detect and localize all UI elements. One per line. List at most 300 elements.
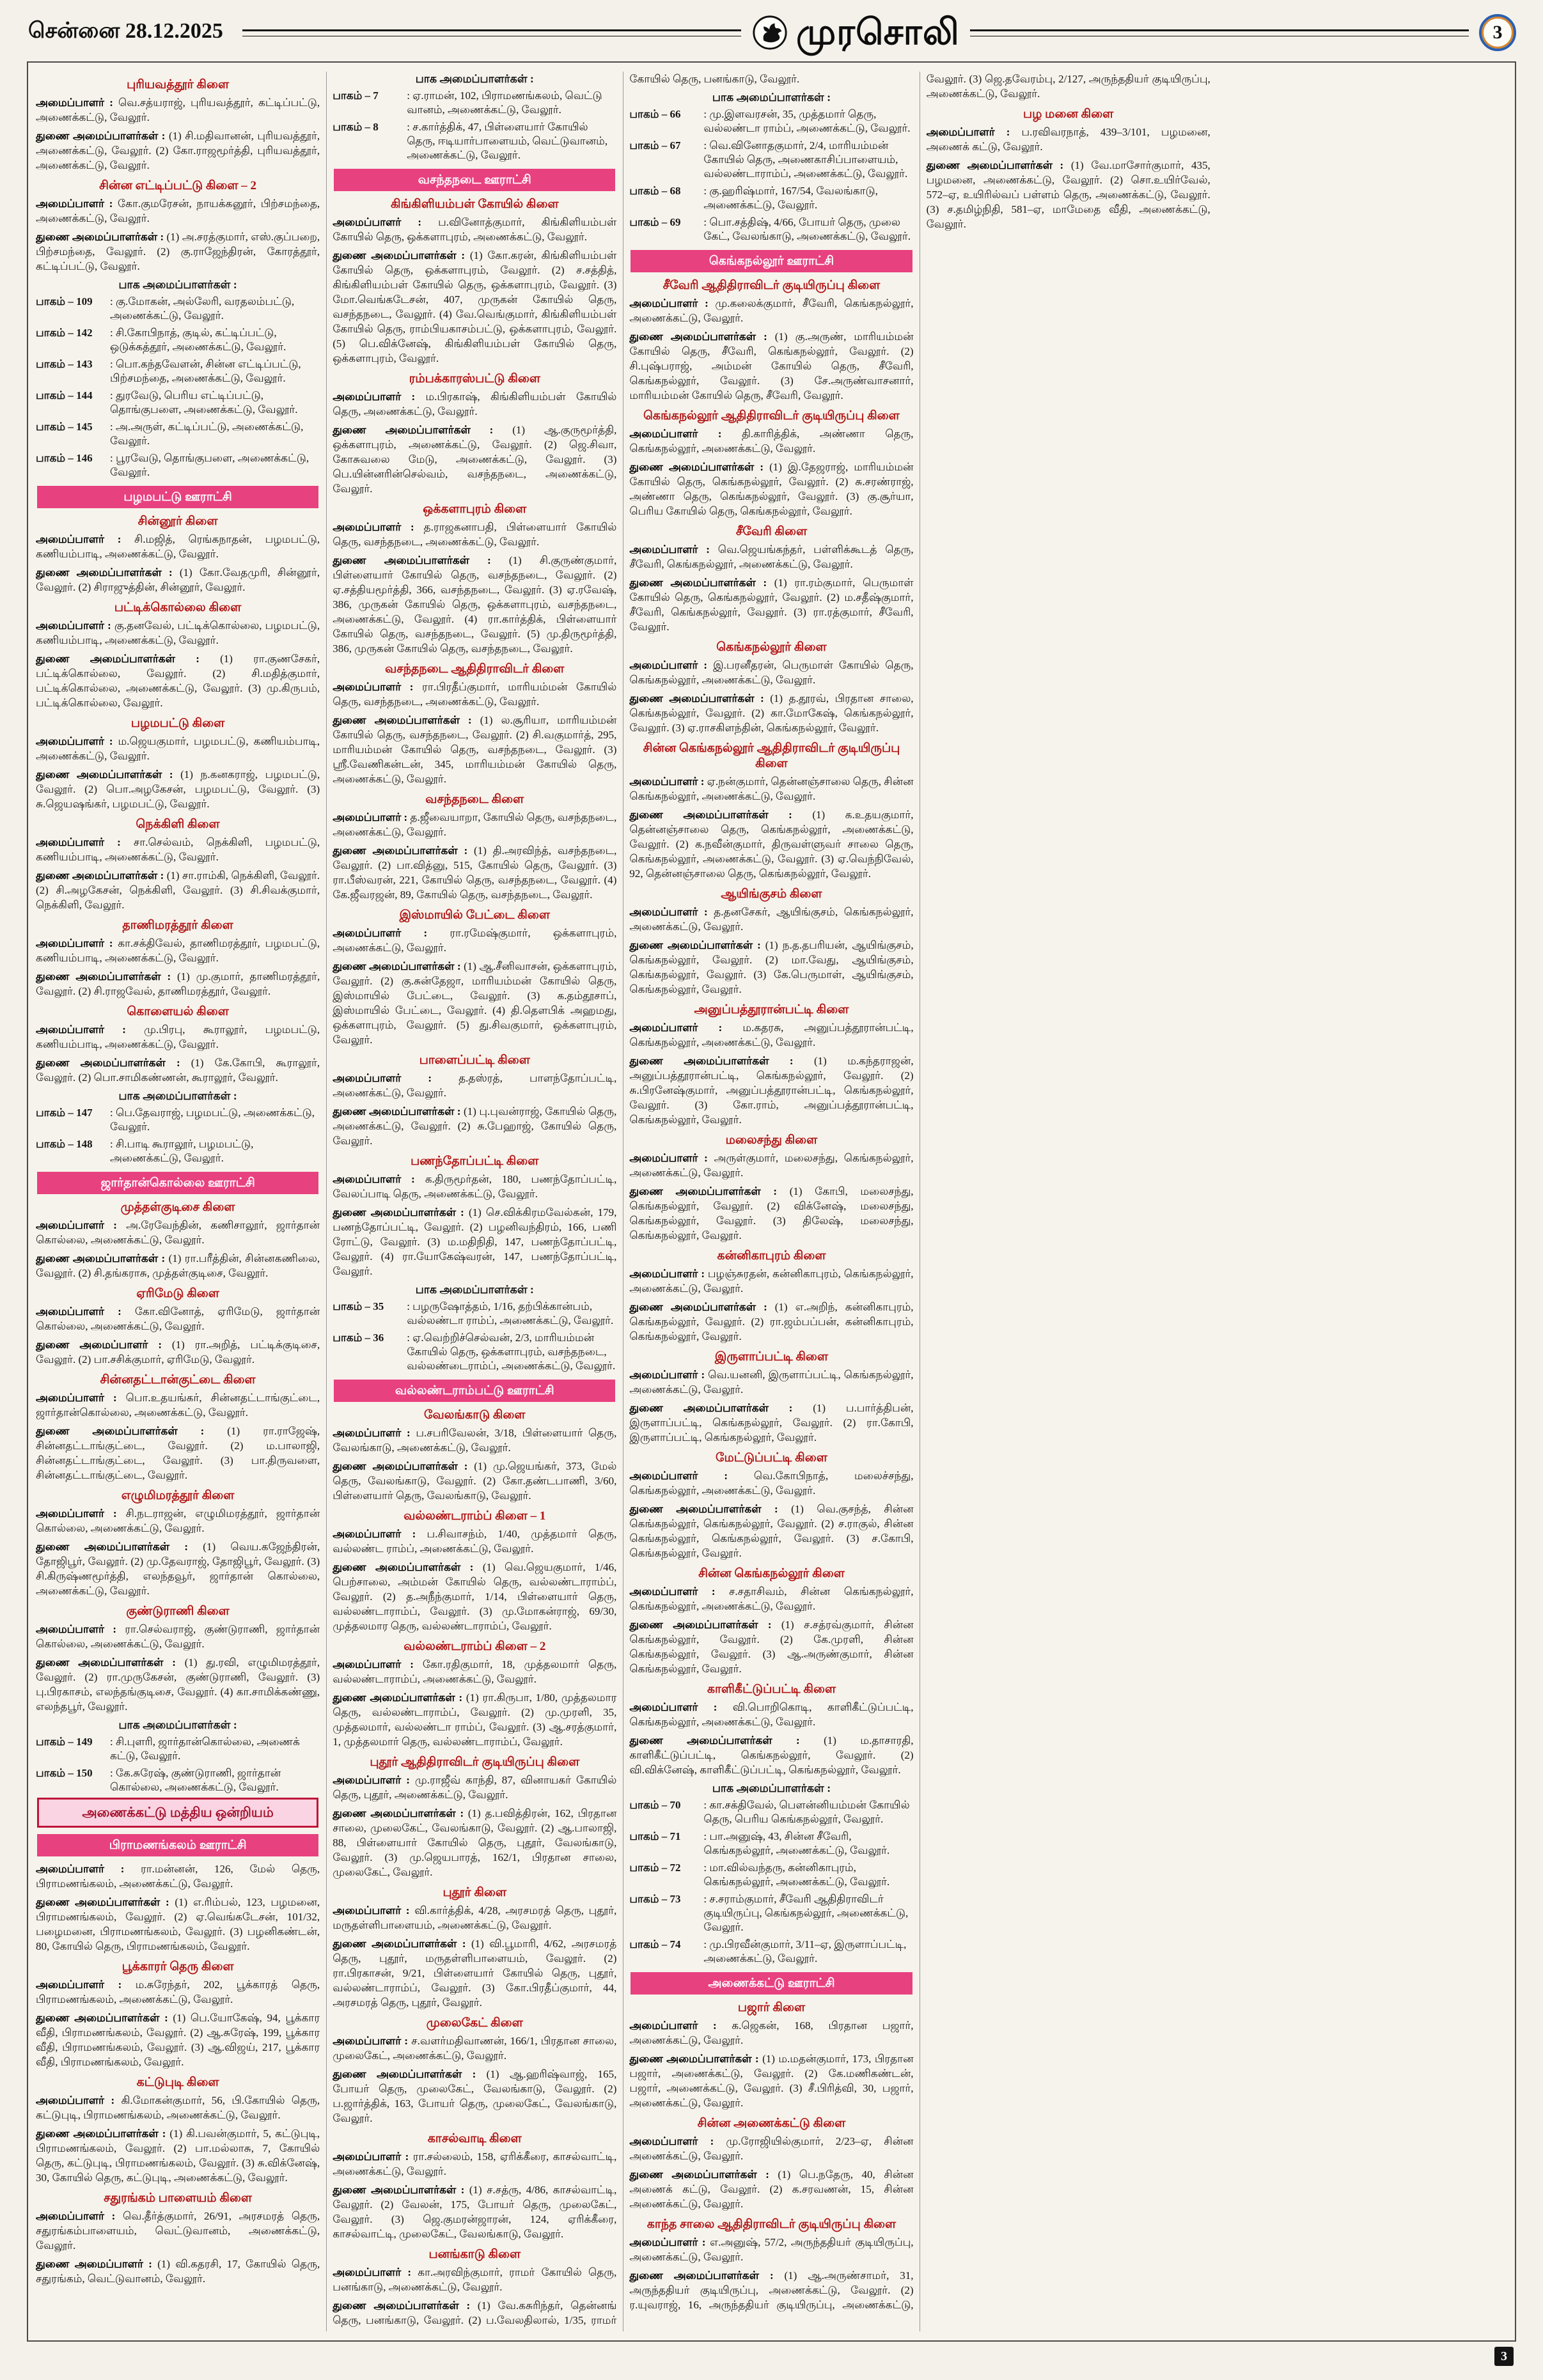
organizer-paragraph: அமைப்பாளர் : ம.சுரேந்தர், 202, பூக்காரத் தெரு, பிராமணங்கலம், அணைக்கட்டு, வேலூர். bbox=[36, 1979, 320, 2005]
field-label: அமைப்பாளர் : bbox=[333, 2266, 418, 2278]
organizer-paragraph: அமைப்பாளர் : இ.பரனீதரன், பெருமாள் கோயில் தெரு, கெங்கநல்லூர், அணைக்கட்டு, வேலூர். bbox=[629, 659, 914, 686]
field-label: துணை அமைப்பாளர்கள் : bbox=[629, 809, 813, 821]
organizer-paragraph: அமைப்பாளர் : ப.வினோத்குமார், கிங்கிளியம்பள் கோயில் தெரு, ஒக்களாபுரம், அணைக்கட்டு, வேலூர். bbox=[333, 216, 617, 243]
organizer-paragraph: துணை அமைப்பாளர்கள் : (1) வெய.கஜேந்திரன், தோஜிபூர், வேலூர். (2) மு.தேவராஜ், தோஜிபூர், வேலூர். (3) சி.கிருஷ்ணமூர்த்தி, எலந்தவூர், ஜார்தான் கொல்லை, அணைக்கட்டு, வேலூர். bbox=[36, 1541, 320, 1597]
field-label: அமைப்பாளர் : bbox=[36, 1507, 126, 1520]
panchayat-heading: பழமபட்டு ஊராட்சி bbox=[37, 486, 318, 508]
field-label: அமைப்பாளர் : bbox=[629, 1585, 729, 1598]
organizer-paragraph: அமைப்பாளர் : கி.மோகன்குமார், 56, பி.கோயில் தெரு, கட்டுபுடி, பிராமணங்கலம், அணைக்கட்டு, வேலூர். bbox=[36, 2094, 320, 2121]
field-label: அமைப்பாளர் : bbox=[926, 126, 1022, 138]
organizer-paragraph: அமைப்பாளர் : பழஞ்சுரதன், கன்னிகாபுரம், கெங்கநல்லூர், அணைக்கட்டு, வேலூர். bbox=[629, 1268, 914, 1295]
organizer-paragraph: அமைப்பாளர் : கு.தனவேல், பட்டிக்கொல்லை, பழமபட்டு, கணியம்பாடி, அணைக்கட்டு, வேலூர். bbox=[36, 619, 320, 646]
field-label: துணை அமைப்பாளர்கள் : bbox=[36, 566, 180, 579]
ward-text: : பொ.சத்திஷ், 4/66, போயர் தெரு, முலை கேட், வேலங்காடு, அணைக்கட்டு, வேலூர். bbox=[703, 216, 911, 242]
masthead-title: முரசொலி bbox=[795, 13, 960, 52]
organizer-paragraph: அமைப்பாளர் : கோ.ரதிகுமார், 18, முத்தலமார் தெரு, வல்லண்டாராம்ப், அணைக்கட்டு, வேலூர். bbox=[333, 1658, 617, 1685]
organizer-paragraph: அமைப்பாளர் : பொ.உதயங்கர், சின்னதட்டாங்குட்டை, ஜார்தான்கொல்லை, அணைக்கட்டு, வேலூர். bbox=[36, 1392, 320, 1419]
organizer-paragraph: துணை அமைப்பாளர்கள் : (1) ம.தாசாரதி, காளிகீட்டுப்பட்டி, கெங்கநல்லூர், வேலூர். (2) வி.விக்னேஷ், காளிகீட்டுப்பட்டி, கெங்கநல்லூர், வேலூர். bbox=[629, 1734, 914, 1776]
organizer-paragraph: துணை அமைப்பாளர்கள் : (1) சி.மதிவானன், புரியவத்தூர், அணைக்கட்டு, வேலூர். (2) கோ.ராஜமூர்த்தி, புரியவத்தூர், அணைக்கட்டு, வேலூர். bbox=[36, 130, 320, 171]
organizer-paragraph: அமைப்பாளர் : மு.பிரபு, கூராலூர், பழமபட்டு, கணியம்பாடி, அணைக்கட்டு, வேலூர். bbox=[36, 1023, 320, 1050]
branch-heading: புரியவத்தூர் கிளை bbox=[127, 78, 230, 91]
organizer-paragraph: அமைப்பாளர் : ம.ஜெயகுமார், பழமபட்டு, கணியம்பாடி, அணைக்கட்டு, வேலூர். bbox=[36, 735, 320, 762]
field-label: அமைப்பாளர் : bbox=[36, 97, 118, 109]
organizer-paragraph: துணை அமைப்பாளர்கள் : (1) த.தூரவ், பிரதான சாலை, கெங்கநல்லூர், வேலூர். (2) கா.மோகேஷ், கெங்கநல்லூர், வேலூர். (3) ஏ.ராசகிளந்தின், கெங்கநல்லூர், வேலூர். bbox=[629, 692, 914, 734]
ward-text: : ச.சராம்குமார், சீவேரி ஆதிதிராவிடர் குடியிருப்பு, கெங்கநல்லூர், அணைக்கட்டு, வேலூர். bbox=[703, 1893, 909, 1933]
masthead-brand bbox=[751, 14, 960, 51]
panchayat-heading: அணைக்கட்டு ஊராட்சி bbox=[631, 1972, 912, 1995]
city-date: சென்னை 28.12.2025 bbox=[28, 19, 223, 43]
organizer-paragraph: அமைப்பாளர் : த.தனசேகர், ஆயிங்குசம், கெங்கநல்லூர், அணைக்கட்டு, வேலூர். bbox=[629, 906, 914, 933]
field-label: துணை அமைப்பாளர்கள் : bbox=[333, 714, 480, 726]
branch-heading: இருளாப்பட்டி கிளை bbox=[714, 1350, 829, 1364]
ward-list-header: பாக அமைப்பாளர்கள் : bbox=[118, 1089, 237, 1102]
organizer-paragraph: அமைப்பாளர் : கா.அரவிந்குமார், ராமர் கோயில் தெரு, பனங்காடு, அணைக்கட்டு, வேலூர். bbox=[333, 2266, 617, 2293]
field-label: துணை அமைப்பாளர்கள் : bbox=[333, 1807, 468, 1819]
organizer-paragraph: துணை அமைப்பாளர்கள் : (1) எ.ரிம்பல், 123, பழமனை, பிராமணங்கலம், வேலூர். (2) ஏ.வெங்கடேசன், 101/32, பழைமனை, பிராமணங்கலம், வேலூர். (3) பழனிகண்டன், 80, கோயில் தெரு, பிராமணங்கலம், வேலூர். bbox=[36, 1896, 320, 1952]
field-label: துணை அமைப்பாளர்கள் : bbox=[629, 1301, 775, 1313]
field-label: துணை அமைப்பாளர்கள் : bbox=[629, 939, 765, 951]
ward-text: : ஏ.ராமன், 102, பிராமணங்கலம், வெட்டு வானம், அணைக்கட்டு, வேலூர். bbox=[407, 89, 602, 116]
organizer-paragraph: அமைப்பாளர் : தி.காரித்திக், அண்ணா தெரு, கெங்கநல்லூர், அணைக்கட்டு, வேலூர். bbox=[629, 428, 914, 455]
field-label: அமைப்பாளர் : bbox=[629, 2135, 726, 2147]
ward-number: பாகம் – 143 bbox=[36, 358, 93, 370]
column-flow bbox=[36, 72, 1507, 2331]
ward-text: : பொ.கந்தவேளன், சின்ன எட்டிப்பட்டு, பிற்சமந்தை, அணைக்கட்டு, வேலூர். bbox=[110, 358, 301, 384]
branch-heading: மலைசந்து கிளை bbox=[725, 1133, 818, 1147]
ward-text: : துரவேடு, பெரிய எட்டிப்பட்டு, தொங்குபளை, அணைக்கட்டு, வேலூர். bbox=[110, 389, 298, 416]
field-label: துணை அமைப்பாளர்கள் : bbox=[36, 1656, 185, 1668]
organizer-paragraph: அமைப்பாளர் : சி.மஜித், ரெங்கநாதன், பழமபட்டு, கணியம்பாடி, அணைக்கட்டு, வேலூர். bbox=[36, 533, 320, 560]
branch-heading: ஒக்களாபுரம் கிளை bbox=[423, 502, 527, 516]
branch-heading: பனங்காடு கிளை bbox=[428, 2248, 521, 2261]
branch-heading: பாளைப்பட்டி கிளை bbox=[419, 1054, 530, 1067]
ward-item bbox=[629, 215, 913, 244]
organizer-paragraph: அமைப்பாளர் : கோ.வினோத், ஏரிமேடு, ஜார்தான் கொல்லை, அணைக்கட்டு, வேலூர். bbox=[36, 1305, 320, 1332]
field-label: துணை அமைப்பாளர்கள் : bbox=[629, 2053, 763, 2065]
branch-heading: வல்லண்டராம்ப் கிளை – 1 bbox=[403, 1509, 546, 1523]
field-label: அமைப்பாளர் : bbox=[333, 1774, 415, 1786]
organizer-paragraph: துணை அமைப்பாளர்கள் : (1) கோபி, மலைசந்து, கெங்கநல்லூர், வேலூர். (2) விக்னேஷ், மலைசந்து, கெங்கநல்லூர், வேலூர். (3) திலேஷ், மலைசந்து, கெங்கநல்லூர், வேலூர். bbox=[629, 1185, 914, 1241]
ward-item bbox=[36, 389, 320, 417]
ward-number: பாகம் – 150 bbox=[36, 1767, 93, 1779]
field-label: அமைப்பாளர் : bbox=[333, 521, 424, 533]
organizer-paragraph: அமைப்பாளர் : சா.செல்வம், நெக்கிளி, பழமபட்டு, கணியம்பாடி, அணைக்கட்டு, வேலூர். bbox=[36, 836, 320, 863]
field-label: துணை அமைப்பாளர்கள் : bbox=[629, 577, 774, 589]
organizer-paragraph: துணை அமைப்பாளர்கள் : (1) ரா.குணசேகர், பட்டிக்கொல்லை, வேலூர். (2) சி.மதித்குமார், பட்டிக்கொல்லை, அணைக்கட்டு, வேலூர். (3) மு.கிருபம், பட்டிக்கொல்லை, வேலூர். bbox=[36, 653, 320, 709]
masthead-rule-left bbox=[242, 29, 741, 36]
branch-heading: குண்டுராணி கிளை bbox=[126, 1605, 230, 1618]
branch-heading: சின்ன கெங்கநல்லூர் கிளை bbox=[698, 1567, 845, 1580]
branch-heading: வசந்தநடை கிளை bbox=[425, 793, 524, 806]
organizer-paragraph: அமைப்பாளர் : அ.ரேவேந்தின், கணிசாலூர், ஜார்தான் கொல்லை, அணைக்கட்டு, வேலூர். bbox=[36, 1219, 320, 1246]
branch-heading: எழுமிமரத்தூர் கிளை bbox=[121, 1489, 235, 1502]
field-label: துணை அமைப்பாளர்கள் : bbox=[333, 1938, 472, 1950]
content-frame bbox=[27, 61, 1516, 2342]
organizer-paragraph: துணை அமைப்பாளர்கள் : (1) ரா.ரம்குமார், பெருமாள் கோயில் தெரு, கெங்கநல்லூர், வேலூர். (2) ம.சதீஷ்குமார், சீவேரி, கெங்கநல்லூர், வேலூர். (3) ரா.ரத்குமார், சீவேரி, வேலூர். bbox=[629, 577, 914, 633]
field-label: துணை அமைப்பாளர்கள் : bbox=[629, 692, 771, 704]
field-label: அமைப்பாளர் : bbox=[36, 836, 134, 848]
ward-text: : மு.பிரவீன்குமார், 3/11–ஏ, இருளாப்பட்டி, அணைக்கட்டு, வேலூர். bbox=[703, 1938, 907, 1964]
field-label: துணை அமைப்பாளர்கள் : bbox=[36, 1541, 203, 1553]
ward-number: பாகம் – 71 bbox=[629, 1830, 681, 1842]
ward-number: பாகம் – 147 bbox=[36, 1107, 93, 1119]
ward-list-header: பாக அமைப்பாளர்கள் : bbox=[118, 1718, 237, 1731]
field-label: துணை அமைப்பாளர்கள் : bbox=[36, 231, 167, 243]
organizer-paragraph: அமைப்பாளர் : மு.கலைக்குமார், சீவேரி, கெங்கநல்லூர், அணைக்கட்டு, வேலூர். bbox=[629, 297, 914, 324]
ward-text: : சி.கோபிநாத், குடில், கட்டிப்பட்டு, ஒடுக்கத்தூர், அணைக்கட்டு, வேலூர். bbox=[110, 327, 286, 353]
branch-heading: சீவேரி ஆதிதிராவிடர் குடியிருப்பு கிளை bbox=[662, 279, 881, 292]
ward-item bbox=[333, 1331, 616, 1373]
branch-heading: புதூர் கிளை bbox=[443, 1886, 507, 1899]
ward-item bbox=[629, 184, 913, 212]
field-label: துணை அமைப்பாளர்கள் : bbox=[629, 461, 770, 473]
ward-number: பாகம் – 148 bbox=[36, 1138, 93, 1150]
field-label: அமைப்பாளர் : bbox=[333, 1658, 423, 1670]
organizer-paragraph: அமைப்பாளர் : வெ.தீர்த்குமார், 26/91, அரசமரத் தெரு, சதுரங்கம்பாளையம், வெட்டுவானம், அணைக்கட்டு, வேலூர். bbox=[36, 2210, 320, 2252]
ward-text: : பழருஷோத்தம், 1/16, தற்பிக்கான்பம், வல்லண்டா ராம்ப், அணைக்கட்டு, வேலூர். bbox=[407, 1300, 614, 1326]
organizer-paragraph: துணை அமைப்பாளர்கள் : (1) கு.அருண், மாரியம்மன் கோயில் தெரு, சீவேரி, கெங்கநல்லூர், வேலூர். (2) சி.புஷ்பராஜ், அம்மன் கோயில் தெரு, சீவேரி, கெங்கநல்லூர், வேலூர். (3) சே.அருண்வாசனார், மாரியம்மன் கோயில் தெரு, சீவேரி, வேலூர். bbox=[629, 331, 914, 401]
branch-heading: முலைகேட் கிளை bbox=[426, 2016, 523, 2030]
field-label: துணை அமைப்பாளர்கள் : bbox=[36, 768, 181, 781]
field-label: அமைப்பாளர் : bbox=[629, 1022, 743, 1034]
organizer-paragraph: அமைப்பாளர் : அருள்குமார், மலைசந்து, கெங்கநல்லூர், அணைக்கட்டு, வேலூர். bbox=[629, 1152, 914, 1179]
field-label: அமைப்பாளர் : bbox=[36, 1023, 145, 1036]
field-label: அமைப்பாளர் : bbox=[36, 2094, 121, 2106]
organizer-paragraph: அமைப்பாளர் : வெ.ஜெயங்கந்தர், பள்ளிக்கூடத் தெரு, சீவேரி, கெங்கநல்லூர், அணைக்கட்டு, வேலூர். bbox=[629, 543, 914, 570]
field-label: அமைப்பாளர் : bbox=[36, 1863, 141, 1875]
field-label: அமைப்பாளர் : bbox=[629, 1470, 754, 1482]
organizer-paragraph: துணை அமைப்பாளர்கள் : (1) இ.தேஜராஜ், மாரியம்மன் கோயில் தெரு, கெங்கநல்லூர், வேலூர். (2) சு.சரண்ராஜ், அண்ணா தெரு, கெங்கநல்லூர், வேலூர். (3) கு.சூர்யா, பெரிய கோயில் தெரு, கெங்கநல்லூர், வேலூர். bbox=[629, 461, 914, 517]
organizer-paragraph: துணை அமைப்பாளர்கள் : (1) ரா.கிருபா, 1/80, முத்தலமார தெரு, வல்லண்டாராம்ப், வேலூர். (2) மு.முரளி, 35, முத்தலமார், வல்லண்டா ராம்ப், வேலூர். (3) ஆ.சரத்குமார், 1, முத்தலமார் தெரு, வல்லண்டாராம்ப், வேலூர். bbox=[333, 1692, 617, 1748]
field-label: அமைப்பாளர் : bbox=[36, 1305, 135, 1318]
ward-text: : பா.அனுஷ், 43, சின்ன சீவேரி, கெங்கநல்லூர், அணைக்கட்டு, வேலூர். bbox=[703, 1830, 890, 1856]
ward-number: பாகம் – 7 bbox=[333, 89, 379, 102]
organizer-paragraph: அமைப்பாளர் : ம.பிரகாஷ், கிங்கிளியம்பள் கோயில் தெரு, அணைக்கட்டு, வேலூர். bbox=[333, 391, 617, 417]
organizer-paragraph: துணை அமைப்பாளர்கள் : (1) மு.குமார், தாணிமரத்தூர், வேலூர். (2) சி.ராஜவேல், தாணிமரத்தூர், வேலூர். bbox=[36, 970, 320, 997]
organizer-paragraph: துணை அமைப்பாளர்கள் : (1) ஆ.குருமூர்த்தி, ஒக்களாபுரம், அணைக்கட்டு, வேலூர். (2) ஜெ.சிவா, கோசுவலை மேடு, அணைக்கட்டு, வேலூர். (3) பெ.யின்னரின்செல்வம், வசந்தநடை, அணைக்கட்டு, வேலூர். bbox=[333, 424, 617, 495]
ward-item bbox=[36, 357, 320, 385]
field-label: துணை அமைப்பாளர்கள் : bbox=[333, 1692, 466, 1704]
organizer-paragraph: அமைப்பாளர் : க.ஜெகன், 168, பிரதான பஜார், அணைக்கட்டு, வேலூர். bbox=[629, 2019, 914, 2046]
organizer-paragraph: துணை அமைப்பாளர்கள் : (1) ம.கந்தராஜன், அனுப்பத்தூரான்பட்டி, கெங்கநல்லூர், வேலூர். (2) சு.பிரனேஷ்குமார், அனுப்பத்தூரான்பட்டி, கெங்கநல்லூர், வேலூர். (3) கோ.ராம், அனுப்பத்தூரான்பட்டி, கெங்கநல்லூர், வேலூர். bbox=[629, 1055, 914, 1126]
field-label: துணை அமைப்பாளர்கள் : bbox=[629, 1402, 813, 1414]
field-label: துணை அமைப்பாளர் : bbox=[36, 1339, 172, 1351]
ward-number: பாகம் – 66 bbox=[629, 108, 681, 120]
branch-heading: ஆயிங்குசம் கிளை bbox=[721, 887, 822, 901]
branch-heading: பழமபட்டு கிளை bbox=[130, 717, 225, 730]
ward-number: பாகம் – 145 bbox=[36, 421, 93, 433]
organizer-paragraph: அமைப்பாளர் : ப.ரவிவரநாத், 439–3/101, பழமனை, அணைக் கட்டு, வேலூர். bbox=[926, 126, 1210, 153]
organizer-paragraph: அமைப்பாளர் : த.ராஜகனாபதி, பிள்ளையார் கோயில் தெரு, வசந்தநடை, அணைக்கட்டு, வேலூர். bbox=[333, 521, 617, 548]
ward-item bbox=[36, 420, 320, 448]
field-label: துணை அமைப்பாளர்கள் : bbox=[333, 960, 464, 972]
branch-heading: ரம்பக்காரஸ்பட்டு கிளை bbox=[409, 372, 540, 385]
ward-list-header: பாக அமைப்பாளர்கள் : bbox=[415, 1283, 534, 1296]
branch-heading: மேட்டுப்பட்டி கிளை bbox=[716, 1451, 827, 1465]
organizer-paragraph: அமைப்பாளர் : வி.பொறிகொடி, காளிகீட்டுப்பட்டி, கெங்கநல்லூர், அணைக்கட்டு, வேலூர். bbox=[629, 1701, 914, 1728]
ward-text: : மு.இளவரசன், 35, முத்தமார் தெரு, வல்லண்டா ராம்ப், அணைக்கட்டு, வேலூர். bbox=[703, 108, 911, 134]
organizer-paragraph: அமைப்பாளர் : ம.கதரசு, அனுப்பத்தூரான்பட்டி, கெங்கநல்லூர், அணைக்கட்டு, வேலூர். bbox=[629, 1022, 914, 1048]
organizer-paragraph: துணை அமைப்பாளர்கள் : (1) ப.பார்த்திபன், இருளாப்பட்டி, கெங்கநல்லூர், வேலூர். (2) ரா.கோபி, இருளாப்பட்டி, கெங்கநல்லூர், வேலூர். bbox=[629, 1402, 914, 1443]
panchayat-heading: பிராமணங்கலம் ஊராட்சி bbox=[37, 1834, 318, 1856]
field-label: துணை அமைப்பாளர்கள் : bbox=[36, 1252, 169, 1264]
ward-item bbox=[629, 107, 913, 136]
organizer-paragraph: அமைப்பாளர் : ஏ.நன்குமார், தென்னஞ்சாலை தெரு, சின்ன கெங்கநல்லூர், அணைக்கட்டு, வேலூர். bbox=[629, 775, 914, 802]
branch-heading: வல்லண்டராம்ப் கிளை – 2 bbox=[403, 1640, 546, 1653]
field-label: துணை அமைப்பாளர்கள் : bbox=[629, 1055, 814, 1067]
field-label: அமைப்பாளர் : bbox=[629, 1369, 709, 1381]
organizer-paragraph: அமைப்பாளர் : மு.ராஜீவ் காந்தி, 87, வினாயகர் கோயில் தெரு, புதூர், அணைக்கட்டு, வேலூர். bbox=[333, 1774, 617, 1801]
organizer-paragraph: அமைப்பாளர் : த.ஜீவையாறா, கோயில் தெரு, வசந்தநடை, அணைக்கட்டு, வேலூர். bbox=[333, 811, 617, 838]
field-label: துணை அமைப்பாளர்கள் : bbox=[629, 1185, 790, 1197]
ward-list-header: பாக அமைப்பாளர்கள் : bbox=[712, 1782, 831, 1794]
organizer-paragraph: துணை அமைப்பாளர்கள் : (1) தி.அரவிந்த், வசந்தநடை, வேலூர். (2) பா.வித்னு, 515, கோயில் தெரு, வேலூர். (3) ரா.பீஸ்வரன், 221, கோயில் தெரு, வசந்தநடை, வேலூர். (4) கே.ஜீவரஜன், 89, கோயில் தெரு, வசந்தநடை, வேலூர். bbox=[333, 844, 617, 901]
ward-number: பாகம் – 68 bbox=[629, 185, 681, 197]
field-label: அமைப்பாளர் : bbox=[333, 1528, 427, 1540]
organizer-paragraph: துணை அமைப்பாளர்கள் : (1) த.பவித்திரன், 162, பிரதான சாலை, முலைகேட், வேலங்காடு, வேலூர். (2) ஆ.பாலாஜி, 88, பிள்ளையார் கோயில் தெரு, புதூர், வேலங்காடு, வேலூர். (3) மு.ஜெயபாரத், 162/1, பிரதான சாலை, முலைகேட், வேலூர். bbox=[333, 1807, 617, 1878]
organizer-paragraph: துணை அமைப்பாளர்கள் : (1) பெ.யோகேஷ், 94, பூக்கார வீதி, பிராமணங்கலம், வேலூர். (2) ஆ.சுரேஷ், 199, பூக்கார வீதி, பிராமணங்கலம், வேலூர். (3) ஆ.விஜய், 217, பூக்கார வீதி, பிராமணங்கலம், வேலூர். bbox=[36, 2012, 320, 2068]
branch-heading: காசல்வாடி கிளை bbox=[427, 2132, 522, 2145]
panchayat-heading: ஜார்தான்கொல்லை ஊராட்சி bbox=[37, 1172, 318, 1194]
ward-number: பாகம் – 144 bbox=[36, 389, 93, 401]
field-label: அமைப்பாளர் : bbox=[333, 1072, 459, 1084]
ward-item bbox=[333, 120, 616, 162]
organizer-paragraph: துணை அமைப்பாளர்கள் : (1) ச.சத்ரவ்குமார், சின்ன கெங்கநல்லூர், வேலூர். (2) கே.முரளி, சின்ன கெங்கநல்லூர், வேலூர். (3) ஆ.அருண்குமார், சின்ன கெங்கநல்லூர், வேலூர். bbox=[629, 1619, 914, 1675]
organizer-paragraph: அமைப்பாளர் : வி.கார்த்திக், 4/28, அரசமரத் தெரு, புதூர், மருதள்ளிபாளையம், அணைக்கட்டு, வேலூர். bbox=[333, 1904, 617, 1931]
ward-text: : மா.வில்வந்தரு, கன்னிகாபுரம், கெங்கநல்லூர், அணைக்கட்டு, வேலூர். bbox=[703, 1862, 890, 1888]
organizer-paragraph: அமைப்பாளர் : மு.ரோஜியில்குமார், 2/23–ஏ, சின்ன அணைக்கட்டு, வேலூர். bbox=[629, 2135, 914, 2162]
ward-number: பாகம் – 73 bbox=[629, 1893, 681, 1905]
field-label: துணை அமைப்பாளர்கள் : bbox=[333, 2184, 469, 2196]
organizer-paragraph: துணை அமைப்பாளர்கள் : (1) து.ரவி, எழுமிமரத்தூர், வேலூர். (2) ரா.முருகேசன், குண்டுராணி, வேலூர். (3) பு.பிரகாசம், எலந்தங்குடிசை, வேலூர். (4) கா.சாமிக்கண்ணு, எலந்தபூர், வேலூர். bbox=[36, 1656, 320, 1713]
branch-heading: இஸ்மாயில் பேட்டை கிளை bbox=[399, 908, 550, 922]
organizer-paragraph: துணை அமைப்பாளர்கள் : (1) சி.குருண்குமார், பிள்ளையார் கோயில் தெரு, வசந்தநடை, வேலூர். (2) ஏ.சத்தியமூர்த்தி, 366, வசந்தநடை, வேலூர். (3) ஏ.ரவேஷ், 386, முருகன் கோயில் தெரு, ஒக்களாபுரம், வசந்தநடை, அணைக்கட்டு, வேலூர். (4) ரா.கார்த்திக், பிள்ளையார் கோயில் தெரு, வசந்தநடை, வேலூர். (5) மு.திருமூர்த்தி, 386, முருகன் கோயில் தெரு, வசந்தநடை, வேலூர். bbox=[333, 554, 617, 655]
field-label: துணை அமைப்பாளர்கள் : bbox=[926, 159, 1071, 171]
field-label: அமைப்பாளர் : bbox=[629, 1268, 708, 1280]
field-label: துணை அமைப்பாளர்கள் : bbox=[333, 424, 513, 436]
field-label: அமைப்பாளர் : bbox=[36, 1392, 126, 1404]
ward-item bbox=[36, 1137, 320, 1165]
ward-text: : சி.பாடி கூராலூர், பழமபட்டு, அணைக்கட்டு, வேலூர். bbox=[110, 1138, 254, 1164]
branch-heading: காளிகீட்டுப்பட்டி கிளை bbox=[707, 1683, 836, 1696]
branch-heading: கிங்கிளியம்பள் கோயில் கிளை bbox=[390, 198, 559, 211]
ward-number: பாகம் – 67 bbox=[629, 139, 681, 152]
field-label: அமைப்பாளர் : bbox=[629, 2019, 732, 2032]
branch-heading: பழ மனை கிளை bbox=[1023, 107, 1114, 121]
organizer-paragraph: அமைப்பாளர் : கா.சக்திவேல், தாணிமரத்தூர், பழமபட்டு, கணியம்பாடி, அணைக்கட்டு, வேலூர். bbox=[36, 937, 320, 964]
ward-item bbox=[333, 89, 616, 117]
branch-heading: அனுப்பத்தூரான்பட்டி கிளை bbox=[694, 1003, 849, 1016]
field-label: துணை அமைப்பாளர்கள் : bbox=[36, 130, 169, 142]
ward-number: பாகம் – 146 bbox=[36, 452, 93, 464]
branch-heading: ஏரிமேடு கிளை bbox=[136, 1287, 219, 1300]
field-label: அமைப்பாளர் : bbox=[36, 198, 118, 210]
branch-heading: பணந்தோப்பட்டி கிளை bbox=[411, 1155, 539, 1168]
organizer-paragraph: துணை அமைப்பாளர்கள் : (1) ரா.ராஜேஷ், சின்னதட்டாங்குட்டை, வேலூர். (2) ம.பாலாஜி, சின்னதட்டாங்குட்டை, வேலூர். (3) பா.திருவளை, சின்னதட்டாங்குட்டை, வேலூர். bbox=[36, 1425, 320, 1481]
organizer-paragraph: துணை அமைப்பாளர்கள் : (1) வே.மாசோர்குமார், 435, பழமனை, அணைக்கட்டு, வேலூர். (2) சொ.உயிர்வேல், 572–ஏ, உயிரில்வப் பள்ளம் தெரு, அணைக்கட்டு, வேலூர். (3) ச.தமிழ்நிதி, 581–ஏ, மாமேதை வீதி, அணைக்கட்டு, வேலூர். bbox=[926, 159, 1210, 230]
organizer-paragraph: துணை அமைப்பாளர்கள் : (1) க.உதயகுமார், தென்னஞ்சாலை தெரு, கெங்கநல்லூர், அணைக்கட்டு, வேலூர். (2) க.நவீன்குமார், திருவள்ளுவர் சாலை தெரு, கெங்கநல்லூர், அணைக்கட்டு, வேலூர். (3) ஏ.வெந்நிவேல், 92, தென்னஞ்சாலை தெரு, கெங்கநல்லூர், வேலூர். bbox=[629, 809, 914, 880]
field-label: அமைப்பாளர் : bbox=[629, 428, 742, 440]
ward-item bbox=[36, 326, 320, 354]
field-label: அமைப்பாளர் : bbox=[36, 1623, 125, 1635]
ward-item bbox=[36, 1106, 320, 1134]
field-label: துணை அமைப்பாளர்கள் : bbox=[629, 331, 775, 343]
organizer-paragraph: துணை அமைப்பாளர்கள் : (1) ஆ.சீனிவாசன், ஒக்களாபுரம், வேலூர். (2) கு.சுன்தேஜா, மாரியம்மன் கோயில் தெரு, இஸ்மாயில் பேட்டை, வேலூர். (3) க.தம்தூசாப், இஸ்மாயில் பேட்டை, வேலூர். (4) தி.தௌபிக் அஹமது, ஒக்களாபுரம், வேலூர். (5) து.சிவகுமார், ஒக்களாபுரம், வேலூர். bbox=[333, 960, 617, 1046]
branch-heading: சின்ன அணைக்கட்டு கிளை bbox=[697, 2117, 846, 2130]
field-label: துணை அமைப்பாளர்கள் : bbox=[36, 1057, 191, 1069]
ward-item bbox=[36, 295, 320, 323]
ward-text: : ச.கார்த்திக், 47, பிள்ளையார் கோயில் தெரு, ஈடியார்பாளையம், வெட்டுவானம், அணைக்கட்டு, வேலூர். bbox=[407, 121, 608, 161]
ward-item bbox=[36, 1766, 320, 1794]
organizer-paragraph: துணை அமைப்பாளர்கள் : (1) ச.சத்ரு, 4/86, காசல்வாட்டி, வேலூர். (2) வேலன், 175, போயர் தெரு, முலைகேட், வேலூர். (3) ஜெ.குமரன்ஜாரன், 124, ஏரிக்கீரை, காசல்வாட்டி, முலைகேட், வேலங்காடு, வேலூர். bbox=[333, 2184, 617, 2240]
organizer-paragraph: அமைப்பாளர் : க.திருமூர்தன், 180, பணந்தோப்பட்டி, வேலப்பாடி தெரு, அணைக்கட்டு, வேலூர். bbox=[333, 1173, 617, 1200]
organizer-paragraph: துணை அமைப்பாளர்கள் : (1) ந.கனகராஜ், பழமபட்டு, வேலூர். (2) பொ.அழகேசன், பழமபட்டு, வேலூர். (3) சு.ஜெயஷங்கர், பழமபட்டு, வேலூர். bbox=[36, 768, 320, 810]
organizer-paragraph: துணை அமைப்பாளர்கள் : (1) ஆ.அருண்சாமர், 31, அருந்ததியர் குடியிருப்பு, அணைக்கட்டு, வேலூர். (2) ர.யுவராஜ், 16, அருந்ததியர் குடியிருப்பு, அணைக்கட்டு, வேலூர். (3) ஜெ.தவேரம்பு, 2/127, அருந்ததியர் குடியிருப்பு, அணைக்கட்டு, வேலூர். bbox=[629, 73, 1210, 2311]
branch-heading: சின்ன கெங்கநல்லூர் ஆதிதிராவிடர் குடியிருப்பு கிளை bbox=[643, 742, 900, 770]
field-label: அமைப்பாளர் : bbox=[333, 681, 423, 693]
field-label: துணை அமைப்பாளர்கள் : bbox=[333, 249, 470, 261]
field-label: துணை அமைப்பாளர்கள் : bbox=[333, 844, 474, 857]
organizer-paragraph: அமைப்பாளர் : ரா.மன்னன், 126, மேல் தெரு, பிராமணங்கலம், அணைக்கட்டு, வேலூர். bbox=[36, 1863, 320, 1890]
field-label: அமைப்பாளர் : bbox=[629, 297, 716, 309]
branch-heading: வேலங்காடு கிளை bbox=[423, 1408, 526, 1422]
branch-heading: காந்த சாலை ஆதிதிராவிடர் குடியிருப்பு கிளை bbox=[646, 2218, 897, 2231]
field-label: துணை அமைப்பாளர் : bbox=[36, 2258, 158, 2270]
ward-text: : வெ.வினோதகுமார், 2/4, மாரியம்மன் கோயில் தெரு, அணைகாசிப்பாளையம், வல்லண்டாராம்ப், அணைக்கட்டு, வேலூர். bbox=[703, 139, 908, 180]
organizer-paragraph: துணை அமைப்பாளர்கள் : (1) பு.புவன்ராஜ், கோயில் தெரு, அணைக்கட்டு, வேலூர். (2) சு.பேஹாஜ், கோயில் தெரு, வேலூர். bbox=[333, 1105, 617, 1147]
field-label: துணை அமைப்பாளர்கள் : bbox=[629, 1503, 792, 1515]
organizer-paragraph: துணை அமைப்பாளர்கள் : (1) வெ.ஜெயகுமார், 1/46, பெற்சாலை, அம்மன் கோயில் தெரு, வல்லண்டாராம்ப், வேலூர். (2) த.அநீந்குமார், 1/14, பிள்ளையார் தெரு, வல்லண்டாராம்ப், வேலூர். (3) மு.மோகன்ராஜ், 69/30, முத்தலமார தெரு, வல்லண்டாராம்ப், வேலூர். bbox=[333, 1561, 617, 1632]
organizer-paragraph: துணை அமைப்பாளர்கள் : (1) கோ.வேதமுரி, சின்னூர், வேலூர். (2) சிராஜுத்தின், சின்னூர், வேலூர். bbox=[36, 566, 320, 593]
ward-text: : கே.சுரேஷ், குண்டுராணி, ஜார்தான் கொல்லை, அணைக்கட்டு, வேலூர். bbox=[110, 1767, 281, 1793]
organizer-paragraph: அமைப்பாளர் : வெ.கோபிநாத், மலைச்சந்து, கெங்கநல்லூர், அணைக்கட்டு, வேலூர். bbox=[629, 1470, 914, 1497]
branch-heading: சின்ன எட்டிப்பட்டு கிளை – 2 bbox=[99, 179, 257, 192]
organizer-paragraph: அமைப்பாளர் : கோ.குமரேசன், நாயக்கனூர், பிற்சமந்தை, அணைக்கட்டு, வேலூர். bbox=[36, 198, 320, 224]
organizer-paragraph: அமைப்பாளர் : ரா.சல்லைம், 158, ஏரிக்கீரை, காசல்வாட்டி, அணைக்கட்டு, வேலூர். bbox=[333, 2151, 617, 2177]
rooster-logo-icon bbox=[751, 14, 788, 51]
ward-number: பாகம் – 35 bbox=[333, 1300, 384, 1312]
panchayat-heading: வசந்தநடை ஊராட்சி bbox=[334, 169, 615, 191]
organizer-paragraph: துணை அமைப்பாளர்கள் : (1) கே.கோபி, கூராலூர், வேலூர். (2) பொ.சாமிகண்ணன், கூராலூர், வேலூர். bbox=[36, 1057, 320, 1084]
union-heading: அணைக்கட்டு மத்திய ஒன்றியம் bbox=[37, 1798, 318, 1828]
organizer-paragraph: அமைப்பாளர் : வெ.சத்யராஜ், புரியவத்தூர், கட்டிப்பட்டு, அணைக்கட்டு, வேலூர். bbox=[36, 97, 320, 123]
page-number-badge: 3 bbox=[1479, 14, 1516, 51]
field-label: அமைப்பாளர் : bbox=[629, 543, 718, 556]
ward-number: பாகம் – 142 bbox=[36, 327, 93, 339]
organizer-paragraph: துணை அமைப்பாளர்கள் : (1) கி.பவன்குமார், 5, கட்டுபுடி, பிராமணங்கலம், வேலூர். (2) பா.மல்லாசு, 7, கோயில் தெரு, கட்டுபுடி, பிராமணங்கலம், வேலூர். (3) சு.விக்னேஷ், 30, கோயில் தெரு, கட்டுபுடி, அணைக்கட்டு, வேலூர். bbox=[36, 2127, 320, 2184]
ward-text: : கு.ஹரிஷ்மார், 167/54, வேலங்காடு, அணைக்கட்டு, வேலூர். bbox=[703, 185, 878, 211]
field-label: துணை அமைப்பாளர்கள் : bbox=[36, 970, 177, 983]
branch-heading: கெங்கநல்லூர் ஆதிதிராவிடர் குடியிருப்பு கிளை bbox=[643, 409, 900, 423]
organizer-paragraph: துணை அமைப்பாளர்கள் : (1) ம.மதன்குமார், 173, பிரதான பஜார், அணைக்கட்டு, வேலூர். (2) கே.மணிகண்டன், பஜார், அணைக்கட்டு, வேலூர். (3) சீ.பிரித்வி, 30, பஜார், அணைக்கட்டு, வேலூர். bbox=[629, 2053, 914, 2109]
branch-heading: சின்னதட்டான்குட்டை கிளை bbox=[100, 1373, 256, 1387]
ward-item bbox=[629, 139, 913, 181]
masthead bbox=[27, 13, 1516, 52]
organizer-paragraph: துணை அமைப்பாளர்கள் : (1) சா.ராம்கி, நெக்கிளி, வேலூர். (2) சி.அழகேசன், நெக்கிளி, வேலூர். (3) சி.சிவக்குமார், நெக்கிளி, வேலூர். bbox=[36, 869, 320, 911]
field-label: அமைப்பாளர் : bbox=[333, 1173, 425, 1185]
organizer-paragraph: அமைப்பாளர் : வெ.யனனி, இருளாப்பட்டி, கெங்கநல்லூர், அணைக்கட்டு, வேலூர். bbox=[629, 1369, 914, 1396]
organizer-paragraph: அமைப்பாளர் : எ.அனுஷ், 57/2, அருந்ததியர் குடியிருப்பு, அணைக்கட்டு, வேலூர். bbox=[629, 2236, 914, 2263]
field-label: அமைப்பாளர் : bbox=[36, 1979, 136, 1991]
ward-text: : ஏ.வெற்றிச்செல்வன், 2/3, மாரியம்மன் கோயில் தெரு, ஒக்களாபுரம், வசந்தநடை, வல்லண்டைராம்ப், அணைக்கட்டு, வேலூர். bbox=[407, 1332, 616, 1372]
field-label: அமைப்பாளர் : bbox=[629, 906, 714, 918]
ward-item bbox=[36, 451, 320, 479]
field-label: துணை அமைப்பாளர்கள் : bbox=[36, 2127, 170, 2140]
organizer-paragraph: துணை அமைப்பாளர்கள் : (1) ரா.பரீத்தின், சின்னகணிலை, வேலூர். (2) சி.தங்கராசு, முத்தள்குடிசை, வேலூர். bbox=[36, 1252, 320, 1279]
organizer-paragraph: துணை அமைப்பாளர்கள் : (1) ஆ.ஹரிஷ்வாஜ், 165, போயர் தெரு, முலைகேட், வேலங்காடு, வேலூர். (2) ப.ஜார்த்திக், 163, போயர் தெரு, முலைகேட், வேலங்காடு, வேலூர். bbox=[333, 2068, 617, 2124]
field-label: துணை அமைப்பாளர்கள் : bbox=[36, 2012, 173, 2024]
ward-number: பாகம் – 70 bbox=[629, 1799, 681, 1811]
ward-list-header: பாக அமைப்பாளர்கள் : bbox=[712, 91, 831, 104]
organizer-paragraph: அமைப்பாளர் : ரா.பிரதீப்குமார், மாரியம்மன் கோயில் தெரு, வசந்தநடை, அணைக்கட்டு, வேலூர். bbox=[333, 681, 617, 708]
organizer-paragraph: அமைப்பாளர் : ப.சிவாசந்ம், 1/40, முத்தமார் தெரு, வல்லண்ட ராம்ப், அணைக்கட்டு, வேலூர். bbox=[333, 1528, 617, 1555]
organizer-paragraph: துணை அமைப்பாளர்கள் : (1) வி.பூமாரி, 4/62, அரசமரத் தெரு, புதூர், மருதள்ளிபாளையம், வேலூர். (2) ரா.பிரகாசன், 9/21, பிள்ளையார் கோயில் தெரு, புதூர், வல்லண்டாராம்ப், வேலூர். (3) கோ.பிரதீப்குமார், 44, அரசமரத் தெரு, புதூர், வேலூர். bbox=[333, 1938, 617, 2009]
branch-heading: வசந்தநடை ஆதிதிராவிடர் கிளை bbox=[385, 662, 565, 676]
branch-heading: சின்னூர் கிளை bbox=[137, 515, 218, 528]
organizer-paragraph: துணை அமைப்பாளர்கள் : (1) அ.சரத்குமார், எஸ்.குப்பறை, பிற்சமந்தை, வேலூர். (2) கு.ராஜேந்திரன், கோரத்தூர், கட்டிப்பட்டு, வேலூர். bbox=[36, 231, 320, 272]
branch-heading: பூக்காரர் தெரு கிளை bbox=[121, 1960, 234, 1973]
ward-item bbox=[629, 1830, 913, 1858]
ward-item bbox=[36, 1735, 320, 1763]
branch-heading: புதூர் ஆதிதிராவிடர் குடியிருப்பு கிளை bbox=[370, 1755, 580, 1769]
field-label: துணை அமைப்பாளர்கள் : bbox=[36, 869, 167, 882]
field-label: துணை அமைப்பாளர்கள் : bbox=[629, 2269, 785, 2282]
field-label: அமைப்பாளர் : bbox=[629, 1701, 733, 1713]
organizer-paragraph: துணை அமைப்பாளர்கள் : (1) மு.ஜெயங்கர், 373, மேல் தெரு, வேலங்காடு, வேலூர். (2) கோ.தண்டபாணி, 3/60, பிள்ளையார் தெரு, வேலங்காடு, வேலூர். bbox=[333, 1460, 617, 1502]
field-label: துணை அமைப்பாளர்கள் : bbox=[36, 1896, 175, 1908]
ward-number: பாகம் – 36 bbox=[333, 1332, 384, 1344]
masthead-rule-right bbox=[970, 29, 1469, 36]
organizer-paragraph: துணை அமைப்பாளர்கள் : (1) ல.சூரியா, மாரியம்மன் கோயில் தெரு, வசந்தநடை, வேலூர். (2) சி.வகுமார்த், 295, மாரியம்மன் கோயில் தெரு, வசந்தநடை, வேலூர். (3) ஸ்ரீ.வேணிகன்டன், 345, மாரியம்மன் கோயில் தெரு, அணைக்கட்டு, வேலூர். bbox=[333, 714, 617, 785]
field-label: அமைப்பாளர் : bbox=[36, 735, 118, 747]
branch-heading: சதுரங்கம் பாளையம் கிளை bbox=[104, 2191, 253, 2205]
ward-number: பாகம் – 69 bbox=[629, 216, 681, 228]
organizer-paragraph: துணை அமைப்பாளர்கள் : (1) கோ.கரன், கிங்கிளியம்பள் கோயில் தெரு, ஒக்களாபுரம், வேலூர். (2) ச.சத்தித், கிங்கிளியம்பள் கோயில் தெரு, ஒக்களாபுரம், வேலூர். (3) மோ.வெங்கடேசன், 407, முருகன் கோயில் தெரு, வசந்தநடை, வேலூர். (4) வே.வெங்குமார், கிங்கிளியம்பள் கோயில் தெரு, ராம்பியகாசம்பட்டு, ஒக்களாபுரம், வேலூர். (5) பெ.விக்னேஷ், கிங்கிளியம்பள் கோயில் தெரு, ஒக்களாபுரம், வேலூர். bbox=[333, 249, 617, 364]
organizer-paragraph: அமைப்பாளர் : ச.சதாசிவம், சின்ன கெங்கநல்லூர், கெங்கநல்லூர், அணைக்கட்டு, வேலூர். bbox=[629, 1585, 914, 1612]
field-label: துணை அமைப்பாளர்கள் : bbox=[333, 1561, 483, 1573]
field-label: துணை அமைப்பாளர்கள் : bbox=[333, 1460, 474, 1472]
field-label: அமைப்பாளர் : bbox=[333, 811, 411, 823]
field-label: அமைப்பாளர் : bbox=[333, 927, 450, 939]
organizer-paragraph: அமைப்பாளர் : ச.வளர்மதிவாணன், 166/1, பிரதான சாலை, முலைகேட், அணைக்கட்டு, வேலூர். bbox=[333, 2035, 617, 2062]
field-label: துணை அமைப்பாளர்கள் : bbox=[333, 1105, 464, 1117]
field-label: அமைப்பாளர் : bbox=[333, 2035, 412, 2047]
organizer-paragraph: அமைப்பாளர் : ரா.ரமேஷ்குமார், ஒக்களாபுரம், அணைக்கட்டு, வேலூர். bbox=[333, 927, 617, 954]
ward-text: : கு.மோகன், அல்லேரி, வரதலம்பட்டு, அணைக்கட்டு, வேலூர். bbox=[110, 295, 295, 322]
field-label: துணை அமைப்பாளர்கள் : bbox=[629, 1619, 781, 1631]
branch-heading: கன்னிகாபுரம் கிளை bbox=[717, 1249, 826, 1263]
branch-heading: பட்டிக்கொல்லை கிளை bbox=[114, 601, 242, 614]
ward-item bbox=[333, 1300, 616, 1328]
organizer-paragraph: துணை அமைப்பாளர்கள் : (1) எ.அறிந், கன்னிகாபுரம், கெங்கநல்லூர், வேலூர். (2) ரா.ஜம்பப்பன், கன்னிகாபுரம், கெங்கநல்லூர், வேலூர். bbox=[629, 1301, 914, 1342]
field-label: துணை அமைப்பாளர்கள் : bbox=[36, 653, 221, 665]
field-label: துணை அமைப்பாளர்கள் : bbox=[629, 1734, 824, 1746]
field-label: அமைப்பாளர் : bbox=[36, 937, 118, 949]
field-label: அமைப்பாளர் : bbox=[629, 659, 714, 671]
field-label: அமைப்பாளர் : bbox=[629, 775, 707, 788]
ward-number: பாகம் – 8 bbox=[333, 121, 379, 133]
ward-item bbox=[629, 1798, 913, 1826]
ward-item bbox=[629, 1938, 913, 1966]
ward-item bbox=[629, 1892, 913, 1934]
ward-text: : கா.சக்திவேல், பௌன்னியம்மன் கோயில் தெரு, பெரிய கெங்கநல்லூர், வேலூர். bbox=[703, 1799, 910, 1825]
panchayat-heading: கெங்கநல்லூர் ஊராட்சி bbox=[631, 250, 912, 272]
field-label: துணை அமைப்பாளர்கள் : bbox=[333, 2299, 478, 2312]
organizer-paragraph: அமைப்பாளர் : ரா.செல்வராஜ், குண்டுராணி, ஜார்தான் கொல்லை, அணைக்கட்டு, வேலூர். bbox=[36, 1623, 320, 1650]
ward-text: : பெ.தேவராஜ், பழமபட்டு, அணைக்கட்டு, வேலூர். bbox=[110, 1107, 315, 1133]
organizer-paragraph: அமைப்பாளர் : சி.நடராஜன், எழுமிமரத்தூர், ஜார்தான் கொல்லை, அணைக்கட்டு, வேலூர். bbox=[36, 1507, 320, 1534]
organizer-paragraph: துணை அமைப்பாளர்கள் : (1) பெ.நதேரு, 40, சின்ன அணைக் கட்டு, வேலூர். (2) க.சரவணன், 15, சின்ன அணைக்கட்டு, வேலூர். bbox=[629, 2168, 914, 2210]
